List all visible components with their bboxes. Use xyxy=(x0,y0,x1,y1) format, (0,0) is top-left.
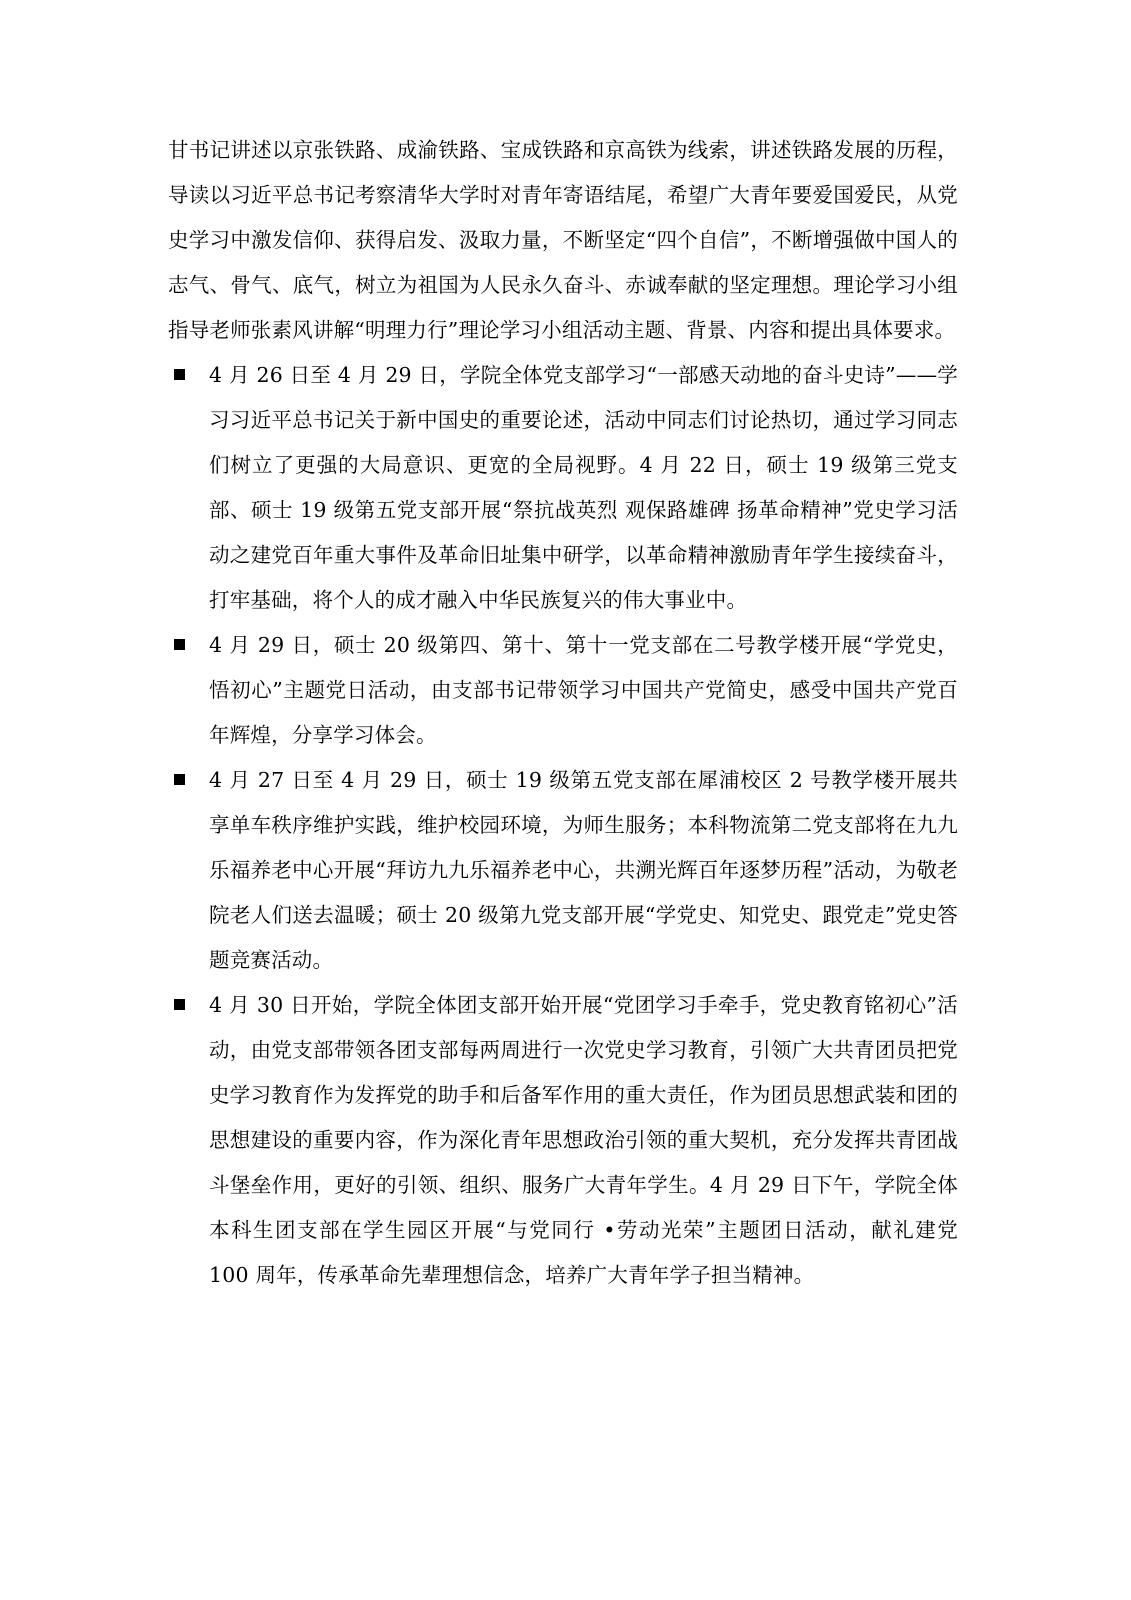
list-item xyxy=(168,623,958,758)
lead-paragraph: 甘书记讲述以京张铁路、成渝铁路、宝成铁路和京高铁为线索，讲述铁路发展的历程，导读以习近平总书记考察清华大学时对青年寄语结尾，希望广大青年要爱国爱民，从党史学习中激发信仰、获得启发、汲取力量，不断坚定“四个自信”，不断增强做中国人的志气、骨气、底气，树立为祖国为人民永久奋斗、赤诚奉献的坚定理想。理论学习小组指导老师张素风讲解“明理力行”理论学习小组活动主题、背景、内容和提出具体要求。 xyxy=(168,138,958,342)
square-bullet-icon xyxy=(174,774,185,785)
list-item xyxy=(168,353,958,623)
list-item xyxy=(168,983,958,1298)
list-item-text: 4 月 29 日，硕士 20 级第四、第十、第十一党支部在二号教学楼开展“学党史，悟初心”主题党日活动，由支部书记带领学习中国共产党简史，感受中国共产党百年辉煌，分享学习体会。 xyxy=(209,633,958,747)
document-body xyxy=(168,128,958,1298)
square-bullet-icon xyxy=(174,369,185,380)
list-item-text: 4 月 30 日开始，学院全体团支部开始开展“党团学习手牵手，党史教育铭初心”活动，由党支部带领各团支部每两周进行一次党史学习教育，引领广大共青团员把党史学习教育作为发挥党的助手和后备军作用的重大责任，作为团员思想武装和团的思想建设的重要内容，作为深化青年思想政治引领的重大契机，充分发挥共青团战斗堡垒作用，更好的引领、组织、服务广大青年学生。4 月 29 日下午，学院全体本科生团支部在学生园区开展“与党同行 •劳动光荣”主题团日活动，献礼建党 100 周年，传承革命先辈理想信念，培养广大青年学子担当精神。 xyxy=(209,993,958,1287)
square-bullet-icon xyxy=(174,999,185,1010)
square-bullet-icon xyxy=(174,639,185,650)
list-item-text: 4 月 27 日至 4 月 29 日，硕士 19 级第五党支部在犀浦校区 2 号教学楼开展共享单车秩序维护实践，维护校园环境，为师生服务；本科物流第二党支部将在九九乐福养老中心开展“拜访九九乐福养老中心，共溯光辉百年逐梦历程”活动，为敬老院老人们送去温暖；硕士 20 级第九党支部开展“学党史、知党史、跟党走”党史答题竞赛活动。 xyxy=(209,768,958,972)
list-item-text: 4 月 26 日至 4 月 29 日，学院全体党支部学习“一部感天动地的奋斗史诗”——学习习近平总书记关于新中国史的重要论述，活动中同志们讨论热切，通过学习同志们树立了更强的大局意识、更宽的全局视野。4 月 22 日，硕士 19 级第三党支部、硕士 19 级第五党支部开展“祭抗战英烈 观保路雄碑 扬革命精神”党史学习活动之建党百年重大事件及革命旧址集中研学，以革命精神激励青年学生接续奋斗，打牢基础，将个人的成才融入中华民族复兴的伟大事业中。 xyxy=(209,363,958,612)
list-item xyxy=(168,758,958,983)
